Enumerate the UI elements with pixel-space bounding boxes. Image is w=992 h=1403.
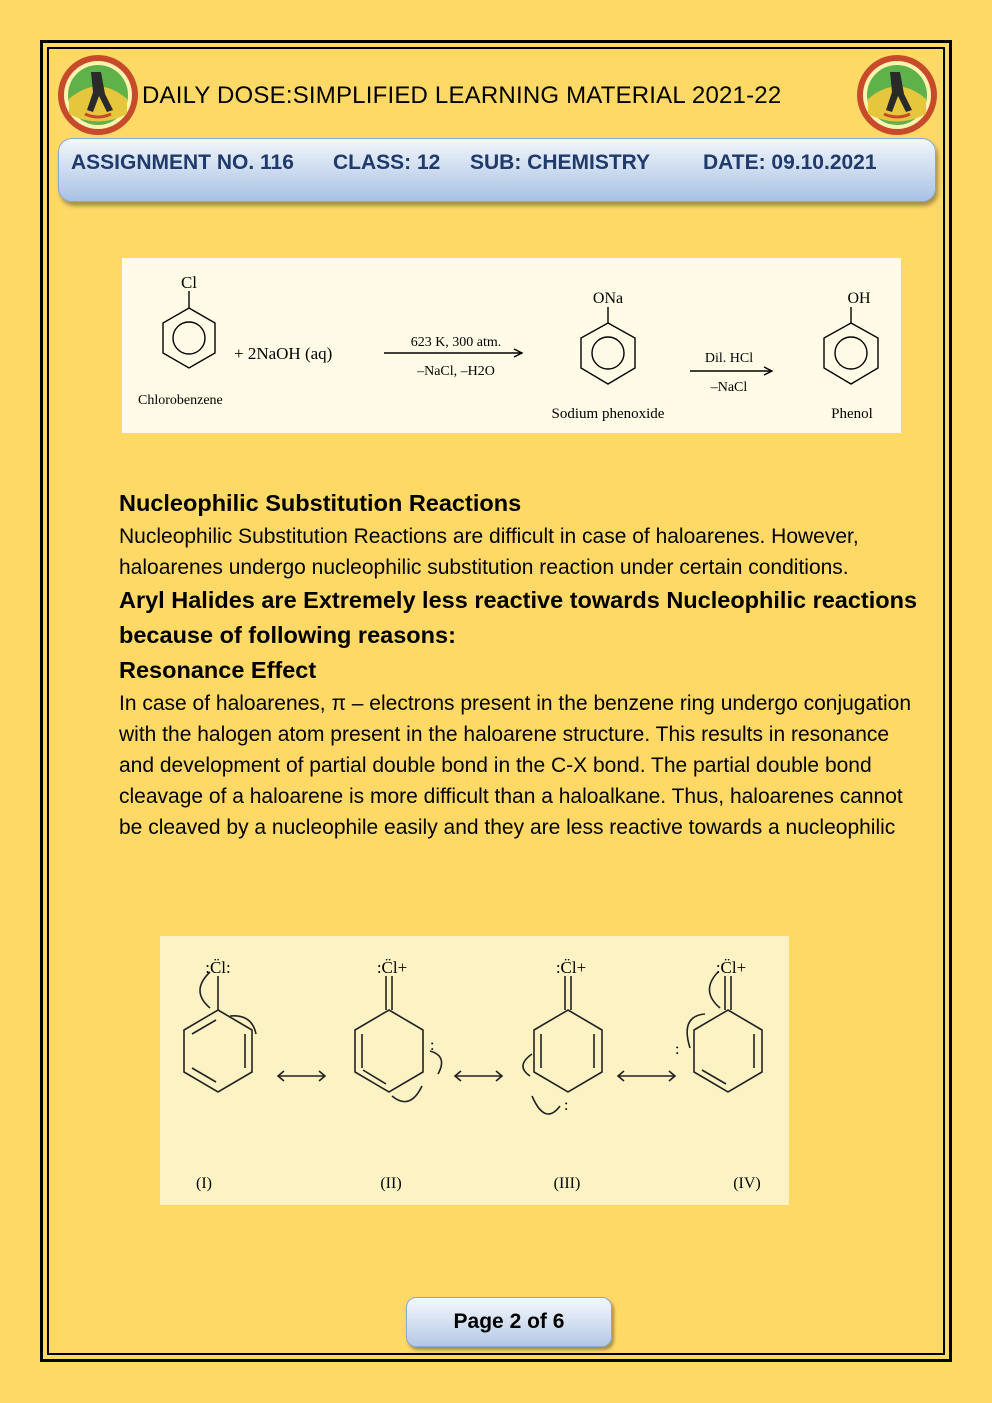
carbanion-3: : bbox=[564, 1097, 569, 1114]
date-label: DATE: 09.10.2021 bbox=[703, 151, 877, 174]
resonance-structures-figure bbox=[160, 936, 789, 1205]
paragraph-resonance: In case of haloarenes, π – electrons present in the benzene ring undergo conjugation with the halogen atom present in the haloarene structure. This results in resonance and development of partial double bond in the C-X bond. The partial double bond cleavage of a haloarene is more difficult than a haloalkane. Thus, haloarenes cannot be cleaved by a nucleophile easily and they are less reactive towards a nucleophilic bbox=[119, 692, 912, 839]
structure-4-roman: (IV) bbox=[733, 1175, 761, 1192]
carbanion-2: : bbox=[430, 1037, 435, 1054]
condition-bottom: –NaCl, –H2O bbox=[417, 364, 495, 379]
assignment-number: ASSIGNMENT NO. 116 bbox=[71, 151, 294, 174]
phenol-preparation-figure bbox=[122, 258, 901, 433]
class-label: CLASS: 12 bbox=[333, 151, 441, 174]
paragraph-intro: Nucleophilic Substitution Reactions are difficult in case of haloarenes. However, haloarenes undergo nucleophilic substitution reaction under certain conditions. bbox=[119, 525, 859, 579]
structure-4-label: :C̈l+ bbox=[715, 958, 747, 977]
subject-label: SUB: CHEMISTRY bbox=[470, 151, 651, 174]
intermediate-name: Sodium phenoxide bbox=[551, 406, 665, 422]
main-content bbox=[119, 486, 929, 843]
structure-2-roman: (II) bbox=[380, 1175, 402, 1192]
structure-3-label: :C̈l+ bbox=[555, 958, 587, 977]
step2-bottom: –NaCl bbox=[710, 380, 748, 395]
header-title: DAILY DOSE:SIMPLIFIED LEARNING MATERIAL 2021-22 bbox=[142, 82, 782, 109]
product-label: OH bbox=[847, 290, 871, 307]
reactant-label: Cl bbox=[180, 273, 198, 292]
structure-1-label: :C̈l: bbox=[205, 958, 231, 977]
school-logo-icon bbox=[856, 54, 938, 136]
page-number-box bbox=[406, 1297, 612, 1347]
assignment-bar bbox=[58, 138, 936, 202]
heading-resonance-effect: Resonance Effect bbox=[119, 657, 317, 683]
carbanion-4: : bbox=[675, 1041, 680, 1058]
page-number: Page 2 of 6 bbox=[453, 1310, 565, 1333]
structure-3-roman: (III) bbox=[553, 1175, 581, 1192]
school-logo-icon bbox=[57, 54, 139, 136]
intermediate-label: ONa bbox=[592, 290, 624, 307]
condition-top: 623 K, 300 atm. bbox=[410, 335, 502, 350]
heading-nucleophilic-substitution: Nucleophilic Substitution Reactions bbox=[119, 490, 522, 516]
product-name: Phenol bbox=[831, 406, 873, 422]
heading-aryl-halides: Aryl Halides are Extremely less reactive towards Nucleophilic reactions because of following reasons: bbox=[119, 587, 918, 648]
structure-2-label: :C̈l+ bbox=[376, 958, 408, 977]
reactant-name: Chlorobenzene bbox=[138, 393, 223, 408]
reagent-label: + 2NaOH (aq) bbox=[234, 344, 333, 363]
structure-1-roman: (I) bbox=[196, 1175, 212, 1192]
step2-top: Dil. HCl bbox=[704, 351, 754, 366]
